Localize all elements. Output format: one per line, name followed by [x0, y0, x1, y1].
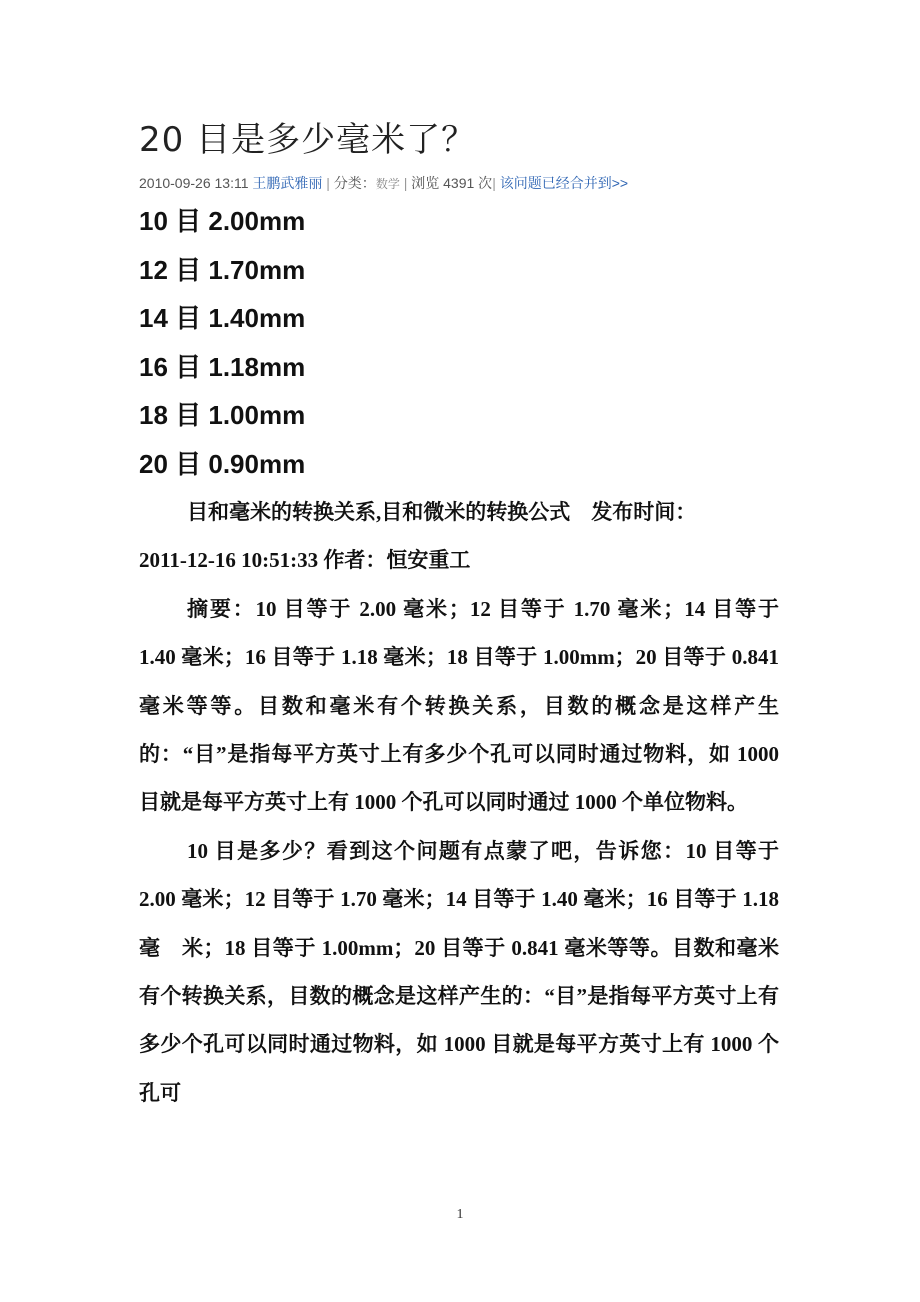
body-paragraph: 10 目是多少？看到这个问题有点蒙了吧，告诉您：10 目等于 2.00 毫米；12 目等于 1.70 毫米；14 目等于 1.40 毫米；16 目等于 1.18 毫 米；18 目等于 1.00mm；20 目等于 0.841 毫米等等。目数和毫米有个转换关系，目数的概念是这样产生的：“目”是指每平方英寸上有多少个孔可以同时通过物料，如 1000 目就是每平方英寸上有 1000 个孔可	[139, 838, 779, 1105]
article-body	[139, 488, 779, 1117]
mesh-row: 10 目 2.00mm	[139, 206, 306, 236]
page-title: 20 目是多少毫米了？	[139, 120, 477, 160]
question-meta	[139, 173, 628, 193]
page-number: 1	[456, 1207, 464, 1222]
summary-paragraph: 摘要：10 目等于 2.00 毫米；12 目等于 1.70 毫米；14 目等于 1.40 毫米；16 目等于 1.18 毫米；18 目等于 1.00mm；20 目等于 0.841 毫米等等。目数和毫米有个转换关系，目数的概念是这样产生的：“目”是指每平方英寸上有多少个孔可以同时通过物料，如 1000 目就是每平方英寸上有 1000 个孔可以同时通过 1000 个单位物料。	[139, 596, 779, 815]
category-link[interactable]: 数学	[375, 177, 400, 191]
meta-separator: |	[492, 175, 496, 191]
meta-separator: |	[403, 175, 408, 191]
category-label: 分类：	[333, 175, 376, 191]
mesh-row: 14 目 1.40mm	[139, 303, 306, 333]
post-datetime: 2010-09-26 13:11	[139, 175, 249, 191]
view-count: 浏览 4391 次	[411, 175, 493, 191]
mesh-row: 16 目 1.18mm	[139, 351, 306, 382]
mesh-row: 12 目 1.70mm	[139, 254, 306, 285]
mesh-row: 20 目 0.90mm	[139, 448, 306, 479]
mesh-row: 18 目 1.00mm	[139, 400, 306, 430]
author-link[interactable]: 王鹏武雅丽	[252, 175, 323, 191]
article-heading-line: 目和毫米的转换关系,目和微米的转换公式 发布时间：	[187, 500, 697, 524]
meta-separator: |	[326, 175, 330, 191]
mesh-size-list	[139, 197, 305, 488]
merged-question-link[interactable]: 该问题已经合并到>>	[499, 175, 629, 191]
article-byline: 2011-12-16 10:51:33 作者：恒安重工	[139, 548, 471, 573]
